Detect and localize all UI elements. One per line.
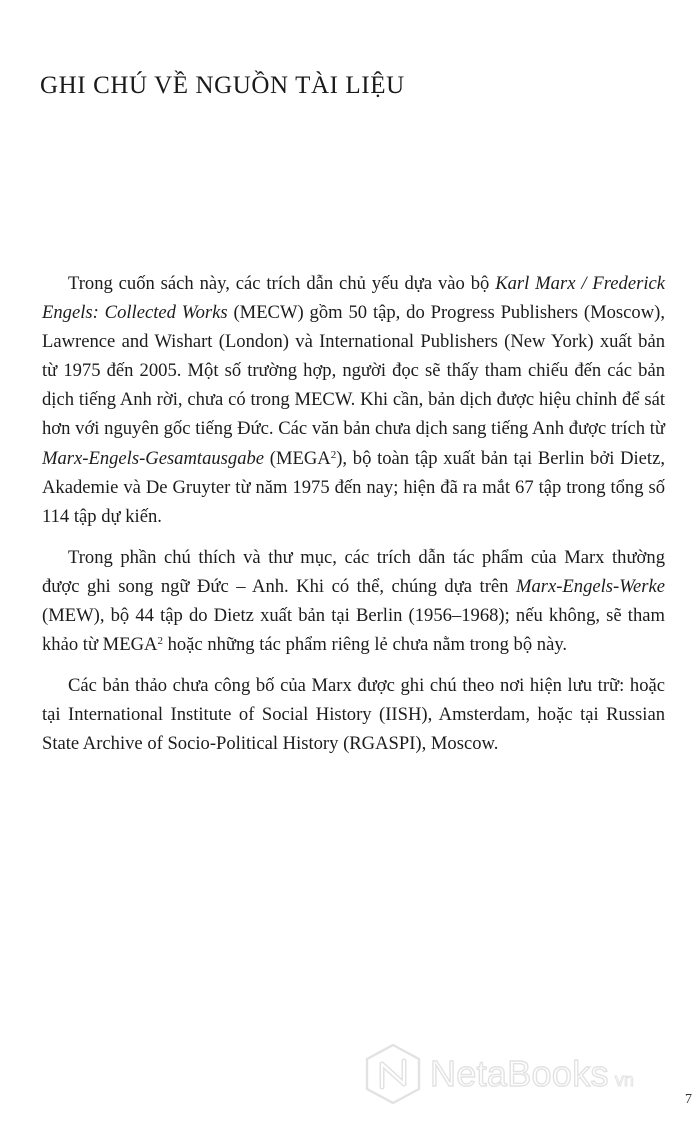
book-title-mew: Marx-Engels-Werke [515, 575, 665, 597]
page-title: GHI CHÚ VỀ NGUỒN TÀI LIỆU [40, 72, 405, 99]
body-text [42, 269, 665, 771]
paragraph-notes-bibliography [42, 543, 665, 659]
paragraph-sources-mecw [42, 269, 665, 531]
book-title-mecw: Karl Marx / Frederick Engels: Collected Works [42, 273, 665, 324]
superscript: 2 [157, 635, 163, 648]
page-number: 7 [685, 1092, 692, 1107]
text-run: Trong phần chú thích và thư mục, các trích dẫn tác phẩm của Marx thường được ghi song ngữ Đức – Anh. Khi có thể, chúng dựa trên [42, 546, 665, 597]
book-title-mega: Marx-Engels-Gesamtausgabe [42, 447, 265, 469]
paragraph-manuscripts: Các bản thảo chưa công bố của Marx được ghi chú theo nơi hiện lưu trữ: hoặc tại International Institute of Social History (IISH), Amsterdam, hoặc tại Russian State Archive of Socio-Political History (RGASPI), Moscow. [42, 675, 665, 755]
text-run: (MEW), bộ 44 tập do Dietz xuất bản tại Berlin (1956–1968); nếu không, sẽ tham khảo từ MEGA [42, 605, 665, 656]
text-run: (MECW) gồm 50 tập, do Progress Publishers (Moscow), Lawrence and Wishart (London) và International Publishers (New York) xuất bản từ 1975 đến 2005. Một số trường hợp, người đọc sẽ thấy tham chiếu đến các bản dịch tiếng Anh rời, chưa có trong MECW. Khi cần, bản dịch được hiệu chỉnh để sát hơn với nguyên gốc tiếng Đức. Các văn bản chưa dịch sang tiếng Anh được trích từ [42, 302, 665, 440]
watermark [362, 1042, 634, 1106]
watermark-brand: NetaBooks [430, 1053, 609, 1094]
hexagon-n-logo-icon [362, 1042, 424, 1106]
text-run: Trong cuốn sách này, các trích dẫn chủ yếu dựa vào bộ [68, 273, 496, 294]
text-run: (MEGA [264, 447, 331, 469]
watermark-suffix: vn [614, 1070, 634, 1090]
text-run: hoặc những tác phẩm riêng lẻ chưa nằm trong bộ này. [162, 634, 568, 656]
superscript: 2 [330, 448, 337, 461]
text-run: ), bộ toàn tập xuất bản tại Berlin bởi Dietz, Akademie và De Gruyter từ năm 1975 đến nay; hiện đã ra mắt 67 tập trong tổng số 114 tập dự kiến. [42, 447, 665, 527]
